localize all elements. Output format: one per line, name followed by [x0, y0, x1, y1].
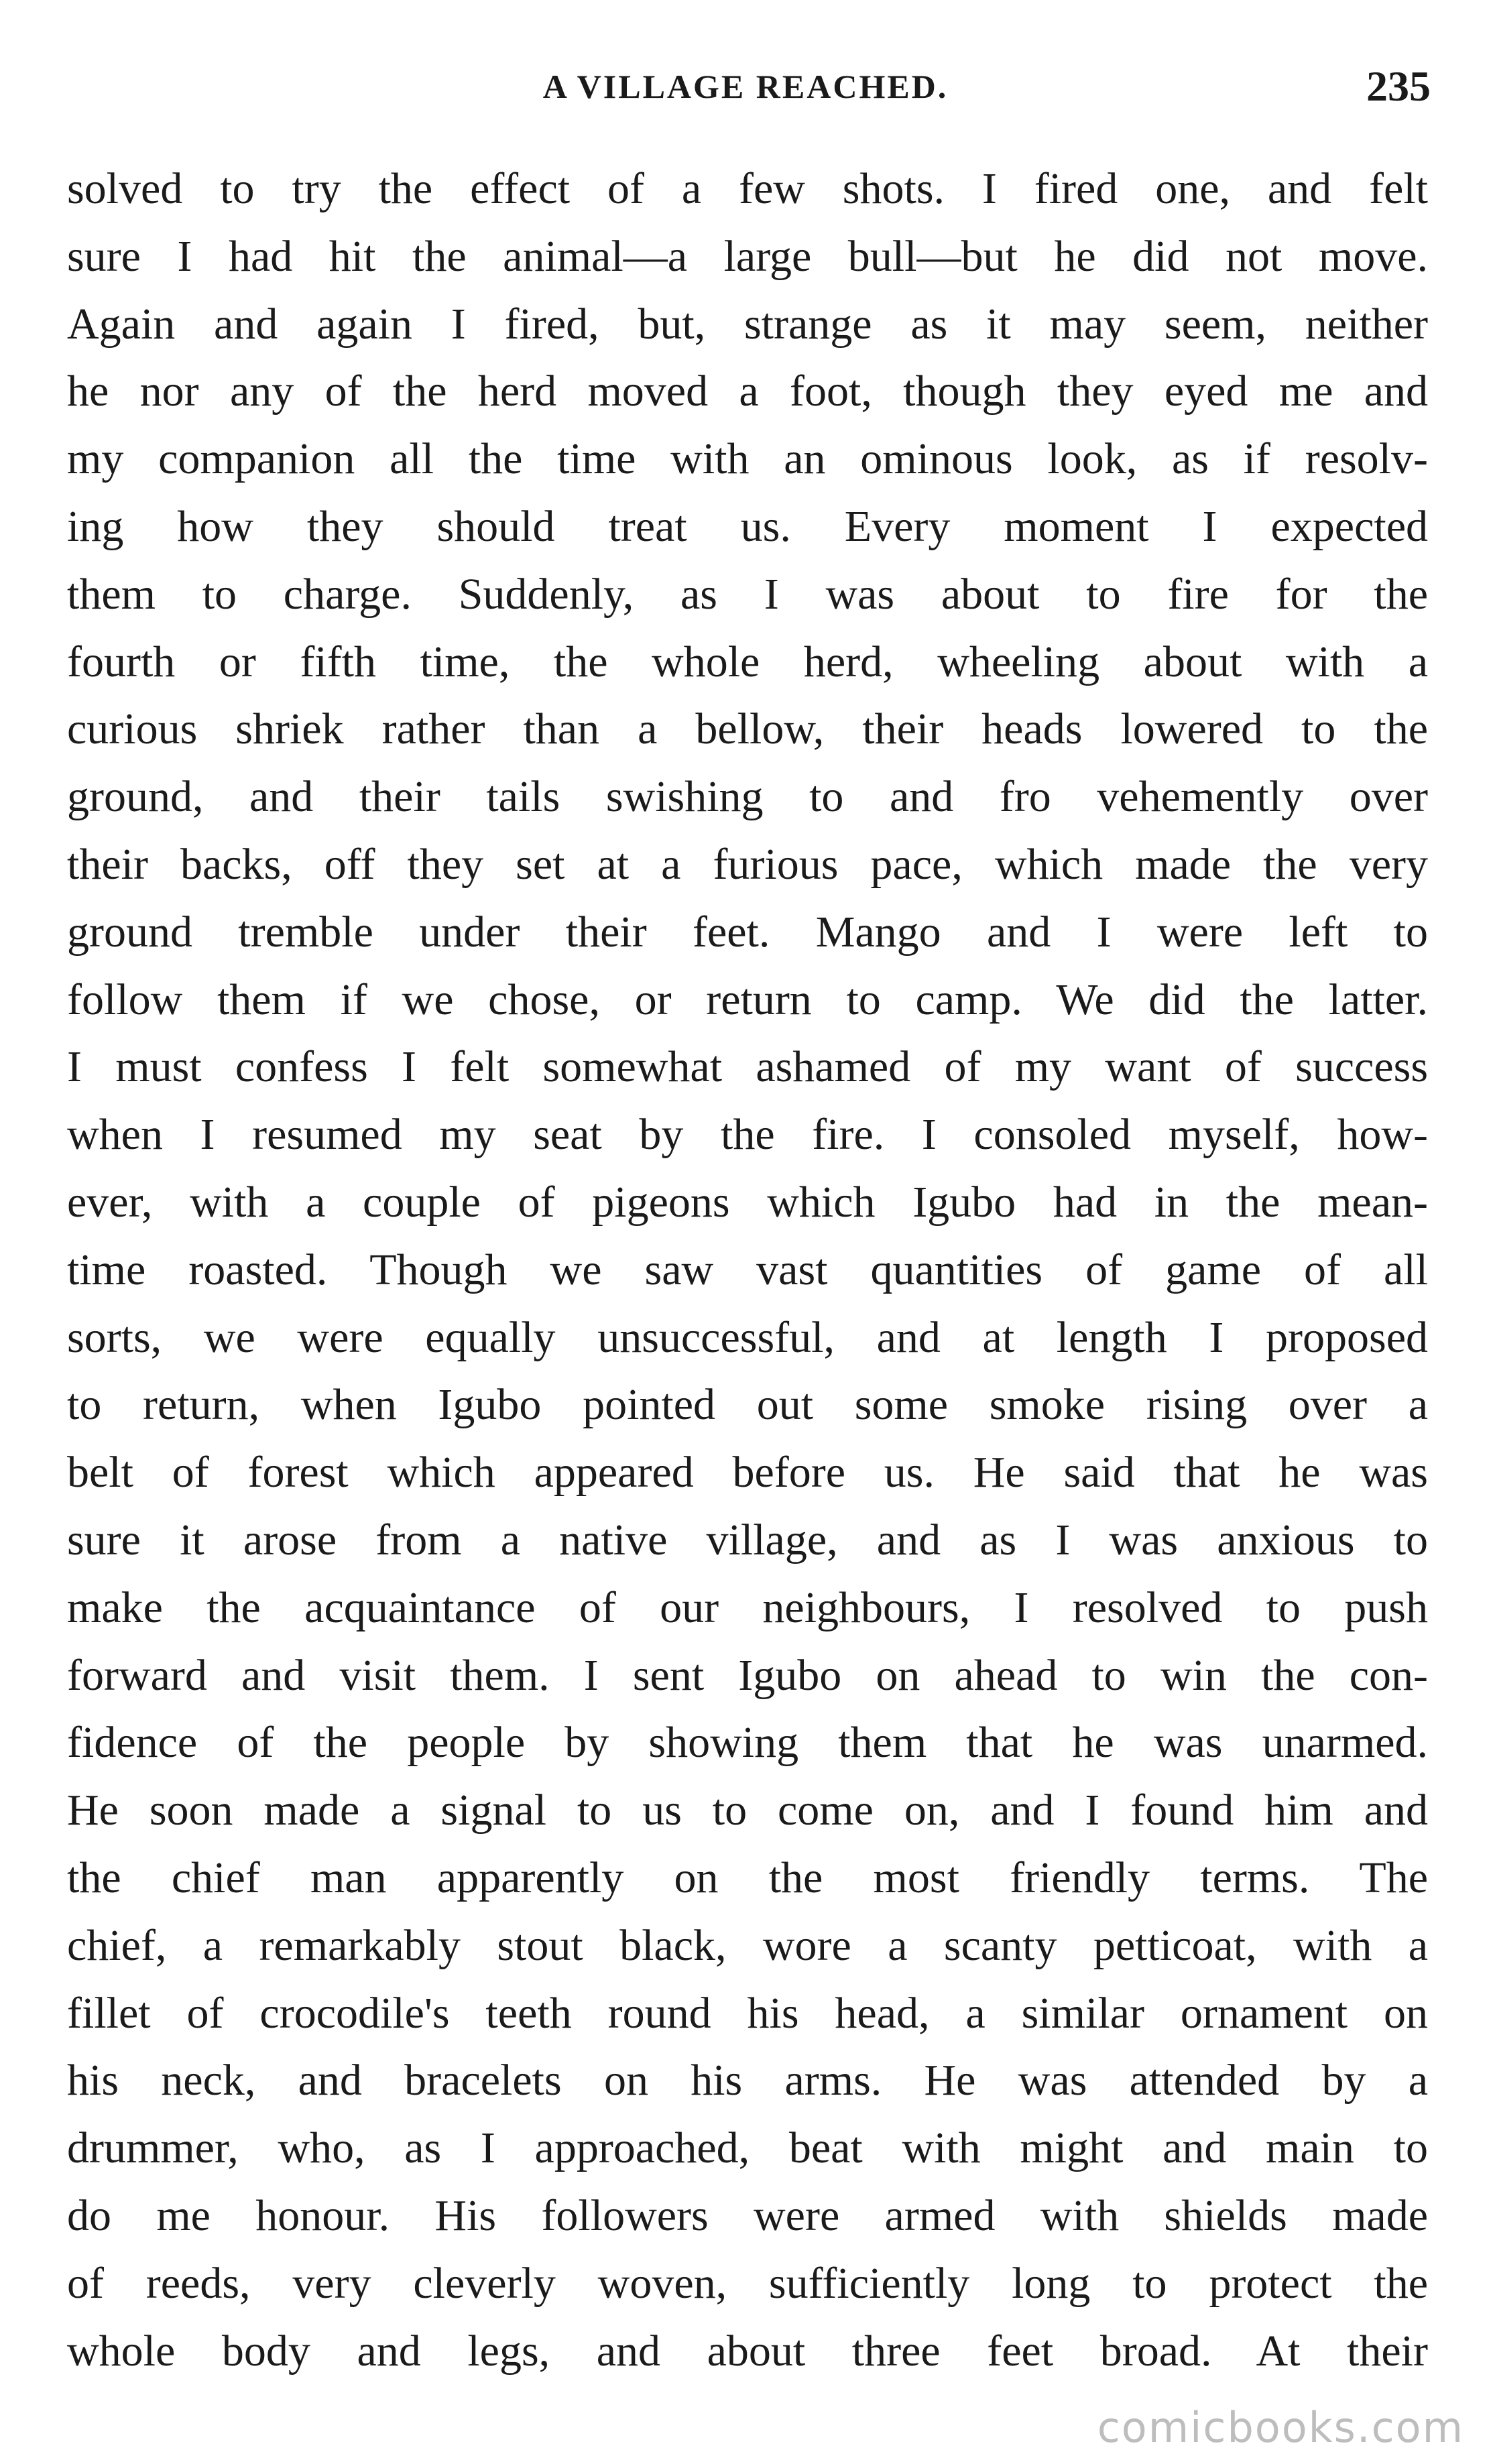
text-line: my companion all the time with an ominous look, as if resolv- — [67, 434, 1428, 484]
text-line: fillet of crocodile's teeth round his head, a similar ornament on — [67, 1988, 1428, 2038]
text-line: Again and again I fired, but, strange as it may seem, neither — [67, 299, 1428, 349]
text-line: to return, when Igubo pointed out some smoke rising over a — [67, 1380, 1428, 1430]
running-title: A VILLAGE REACHED. — [542, 68, 949, 105]
text-line: he nor any of the herd moved a foot, though they eyed me and — [67, 367, 1428, 416]
text-line: sure I had hit the animal—a large bull—but he did not move. — [67, 231, 1428, 281]
text-line: sorts, we were equally unsuccessful, and at length I proposed — [67, 1312, 1428, 1362]
text-line: ing how they should treat us. Every moment I expected — [67, 501, 1428, 551]
text-line: do me honour. His followers were armed with shields made — [67, 2191, 1428, 2240]
text-line: fidence of the people by showing them that he was unarmed. — [67, 1718, 1428, 1768]
text-line: I must confess I felt somewhat ashamed of my want of success — [67, 1042, 1428, 1092]
text-line: their backs, off they set at a furious pace, which made the very — [67, 839, 1428, 889]
text-line: time roasted. Though we saw vast quantities of game of all — [67, 1245, 1428, 1294]
text-line: whole body and legs, and about three feet broad. At their — [67, 2326, 1428, 2376]
text-line: ground, and their tails swishing to and fro vehemently over — [67, 772, 1428, 822]
text-line: drummer, who, as I approached, beat with might and main to — [67, 2123, 1428, 2173]
body-text — [67, 156, 1428, 2385]
page-number: 235 — [1366, 62, 1431, 110]
text-line: ground tremble under their feet. Mango and I were left to — [67, 907, 1428, 957]
text-line: sure it arose from a native village, and as I was anxious to — [67, 1515, 1428, 1564]
text-line: chief, a remarkably stout black, wore a scanty petticoat, with a — [67, 1920, 1428, 1970]
text-line: when I resumed my seat by the fire. I consoled myself, how- — [67, 1110, 1428, 1160]
text-line: make the acquaintance of our neighbours, I resolved to push — [67, 1583, 1428, 1632]
text-line: his neck, and bracelets on his arms. He was attended by a — [67, 2056, 1428, 2105]
text-line: follow them if we chose, or return to camp. We did the latter. — [67, 975, 1428, 1024]
text-line: of reeds, very cleverly woven, sufficiently long to protect the — [67, 2258, 1428, 2308]
text-line: forward and visit them. I sent Igubo on ahead to win the con- — [67, 1650, 1428, 1700]
text-line: fourth or fifth time, the whole herd, wheeling about with a — [67, 637, 1428, 686]
text-line: the chief man apparently on the most friendly terms. The — [67, 1853, 1428, 1902]
text-line: ever, with a couple of pigeons which Igubo had in the mean- — [67, 1177, 1428, 1227]
text-line: belt of forest which appeared before us. He said that he was — [67, 1448, 1428, 1497]
text-line: curious shriek rather than a bellow, their heads lowered to the — [67, 704, 1428, 754]
text-line: solved to try the effect of a few shots. I fired one, and felt — [67, 164, 1428, 213]
watermark: comicbooks.com — [1097, 2403, 1464, 2452]
text-line: He soon made a signal to us to come on, and I found him and — [67, 1786, 1428, 1835]
running-head — [60, 62, 1431, 122]
text-line: them to charge. Suddenly, as I was about to fire for the — [67, 569, 1428, 619]
